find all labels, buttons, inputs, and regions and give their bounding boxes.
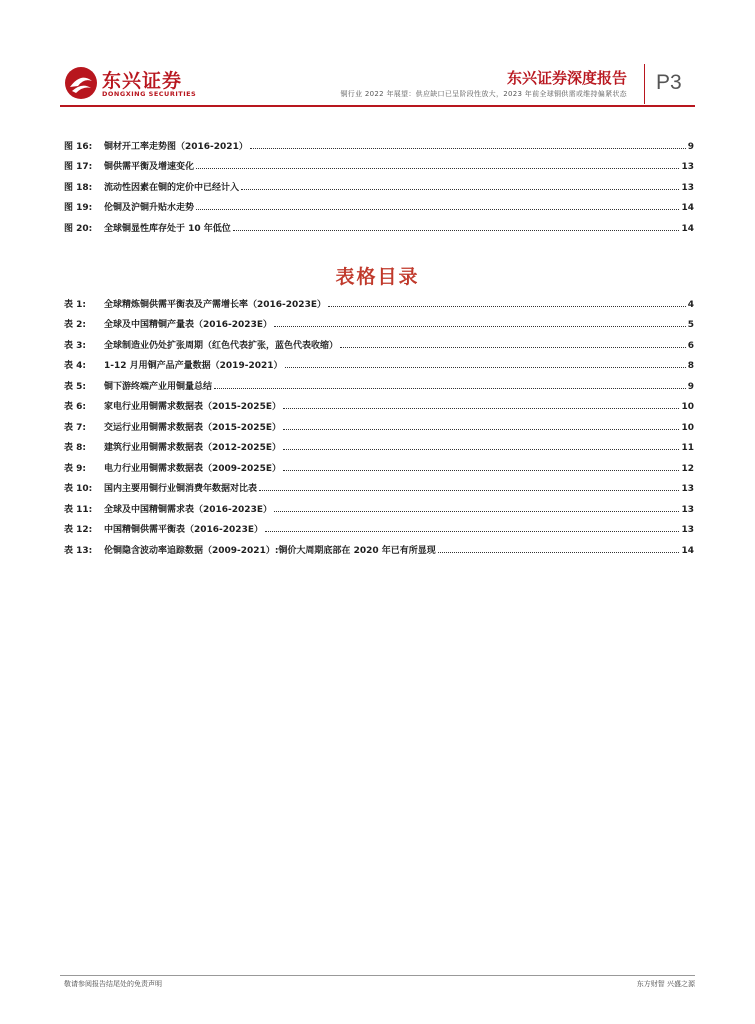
entry-number: 表 10: bbox=[64, 484, 93, 494]
entry-page: 13 bbox=[681, 162, 694, 172]
footer-slogan: 东方财智 兴盛之源 bbox=[636, 980, 695, 988]
entry-number: 表 11: bbox=[64, 504, 93, 515]
table-toc-row[interactable] bbox=[64, 289, 694, 310]
header-divider bbox=[644, 64, 645, 104]
table-toc-row[interactable] bbox=[64, 412, 694, 433]
entry-number: 表 3: bbox=[64, 340, 86, 351]
entry-title: 铜下游终端产业用铜量总结 bbox=[104, 381, 213, 392]
dot-leader bbox=[233, 230, 680, 231]
entry-title: 中国精铜供需平衡表（2016-2023E） bbox=[104, 525, 263, 535]
entry-number: 图 16: bbox=[64, 141, 93, 152]
dot-leader bbox=[438, 552, 680, 553]
entry-number: 图 17: bbox=[64, 162, 93, 172]
footer-disclaimer: 敬请参阅报告结尾处的免责声明 bbox=[64, 980, 162, 988]
dot-leader bbox=[274, 326, 686, 327]
entry-title: 建筑行业用铜需求数据表（2012-2025E） bbox=[104, 443, 281, 453]
dot-leader bbox=[241, 189, 679, 190]
entry-title: 全球及中国精铜产量表（2016-2023E） bbox=[104, 320, 272, 330]
dot-leader bbox=[285, 367, 686, 368]
figure-toc-row[interactable] bbox=[64, 193, 694, 214]
entry-number: 表 12: bbox=[64, 525, 93, 535]
dot-leader bbox=[259, 490, 679, 491]
entry-page: 12 bbox=[681, 463, 694, 474]
table-toc-row[interactable] bbox=[64, 515, 694, 536]
report-title: 东兴证券深度报告 bbox=[506, 69, 627, 87]
logo-text-en: DONGXING SECURITIES bbox=[102, 90, 197, 98]
entry-page: 11 bbox=[681, 443, 694, 453]
entry-title: 全球精炼铜供需平衡表及产需增长率（2016-2023E） bbox=[104, 299, 326, 310]
dot-leader bbox=[283, 408, 679, 409]
entry-number: 表 9: bbox=[64, 463, 86, 474]
entry-number: 图 19: bbox=[64, 203, 93, 213]
logo-text-cn: 东兴证券 bbox=[102, 70, 183, 92]
entry-page: 13 bbox=[681, 504, 694, 515]
dot-leader bbox=[196, 168, 679, 169]
entry-page: 6 bbox=[687, 340, 694, 351]
dot-leader bbox=[283, 429, 679, 430]
entry-page: 14 bbox=[681, 203, 694, 213]
page-number: P3 bbox=[656, 71, 682, 94]
table-toc-row[interactable] bbox=[64, 494, 694, 515]
dot-leader bbox=[283, 470, 679, 471]
page-header bbox=[0, 0, 755, 110]
entry-number: 表 13: bbox=[64, 545, 93, 556]
table-toc-row[interactable] bbox=[64, 330, 694, 351]
entry-page: 10 bbox=[681, 402, 694, 412]
footer-rule bbox=[60, 975, 695, 976]
table-toc-row[interactable] bbox=[64, 371, 694, 392]
entry-page: 14 bbox=[681, 223, 694, 234]
table-toc-row[interactable] bbox=[64, 535, 694, 556]
entry-page: 9 bbox=[687, 381, 694, 392]
entry-title: 交运行业用铜需求数据表（2015-2025E） bbox=[104, 422, 281, 433]
entry-title: 1-12 月用铜产品产量数据（2019-2021） bbox=[104, 361, 283, 371]
table-toc-row[interactable] bbox=[64, 310, 694, 331]
entry-page: 13 bbox=[681, 182, 694, 193]
table-toc-row[interactable] bbox=[64, 453, 694, 474]
table-toc-row[interactable] bbox=[64, 433, 694, 454]
entry-page: 4 bbox=[687, 299, 694, 310]
dot-leader bbox=[214, 388, 686, 389]
entry-title: 铜供需平衡及增速变化 bbox=[104, 162, 195, 172]
entry-number: 表 1: bbox=[64, 299, 86, 310]
tables-section-title: 表格目录 bbox=[335, 266, 420, 288]
entry-page: 14 bbox=[681, 545, 694, 556]
dot-leader bbox=[328, 306, 686, 307]
figure-list bbox=[64, 131, 694, 234]
table-toc-row[interactable] bbox=[64, 474, 694, 495]
company-logo bbox=[64, 66, 204, 106]
entry-number: 表 5: bbox=[64, 381, 86, 392]
entry-title: 电力行业用铜需求数据表（2009-2025E） bbox=[104, 463, 281, 474]
entry-number: 图 18: bbox=[64, 182, 93, 193]
dot-leader bbox=[283, 449, 679, 450]
entry-number: 表 2: bbox=[64, 320, 86, 330]
dot-leader bbox=[250, 148, 686, 149]
dot-leader bbox=[340, 347, 686, 348]
table-list bbox=[64, 289, 694, 556]
figure-toc-row[interactable] bbox=[64, 213, 694, 234]
figure-toc-row[interactable] bbox=[64, 172, 694, 193]
entry-title: 伦铜隐含波动率追踪数据（2009-2021）:铜价大周期底部在 2020 年已有所显现 bbox=[104, 545, 436, 556]
entry-title: 伦铜及沪铜升贴水走势 bbox=[104, 203, 195, 213]
entry-title: 国内主要用铜行业铜消费年数据对比表 bbox=[104, 484, 258, 494]
figure-toc-row[interactable] bbox=[64, 152, 694, 173]
entry-page: 10 bbox=[681, 422, 694, 433]
entry-title: 全球制造业仍处扩张周期（红色代表扩张，蓝色代表收缩） bbox=[104, 340, 339, 351]
header-rule bbox=[60, 105, 695, 107]
entry-title: 流动性因素在铜的定价中已经计入 bbox=[104, 182, 240, 193]
entry-title: 全球及中国精铜需求表（2016-2023E） bbox=[104, 504, 272, 515]
entry-page: 5 bbox=[687, 320, 694, 330]
dot-leader bbox=[274, 511, 679, 512]
entry-number: 表 8: bbox=[64, 443, 86, 453]
table-toc-row[interactable] bbox=[64, 351, 694, 372]
dot-leader bbox=[265, 531, 679, 532]
entry-title: 铜材开工率走势图（2016-2021） bbox=[104, 141, 248, 152]
entry-title: 全球铜显性库存处于 10 年低位 bbox=[104, 223, 231, 234]
entry-page: 13 bbox=[681, 484, 694, 494]
entry-number: 表 4: bbox=[64, 361, 86, 371]
entry-page: 8 bbox=[687, 361, 694, 371]
entry-number: 表 7: bbox=[64, 422, 86, 433]
dot-leader bbox=[196, 209, 679, 210]
entry-page: 9 bbox=[687, 141, 694, 152]
logo-mark-icon bbox=[64, 66, 98, 100]
entry-title: 家电行业用铜需求数据表（2015-2025E） bbox=[104, 402, 281, 412]
figure-toc-row[interactable] bbox=[64, 131, 694, 152]
report-subtitle: 铜行业 2022 年展望：供应缺口已呈阶段性放大，2023 年前全球铜供需或维持偏紧状态 bbox=[340, 90, 627, 98]
table-toc-row[interactable] bbox=[64, 392, 694, 413]
entry-number: 图 20: bbox=[64, 223, 93, 234]
entry-page: 13 bbox=[681, 525, 694, 535]
entry-number: 表 6: bbox=[64, 402, 86, 412]
